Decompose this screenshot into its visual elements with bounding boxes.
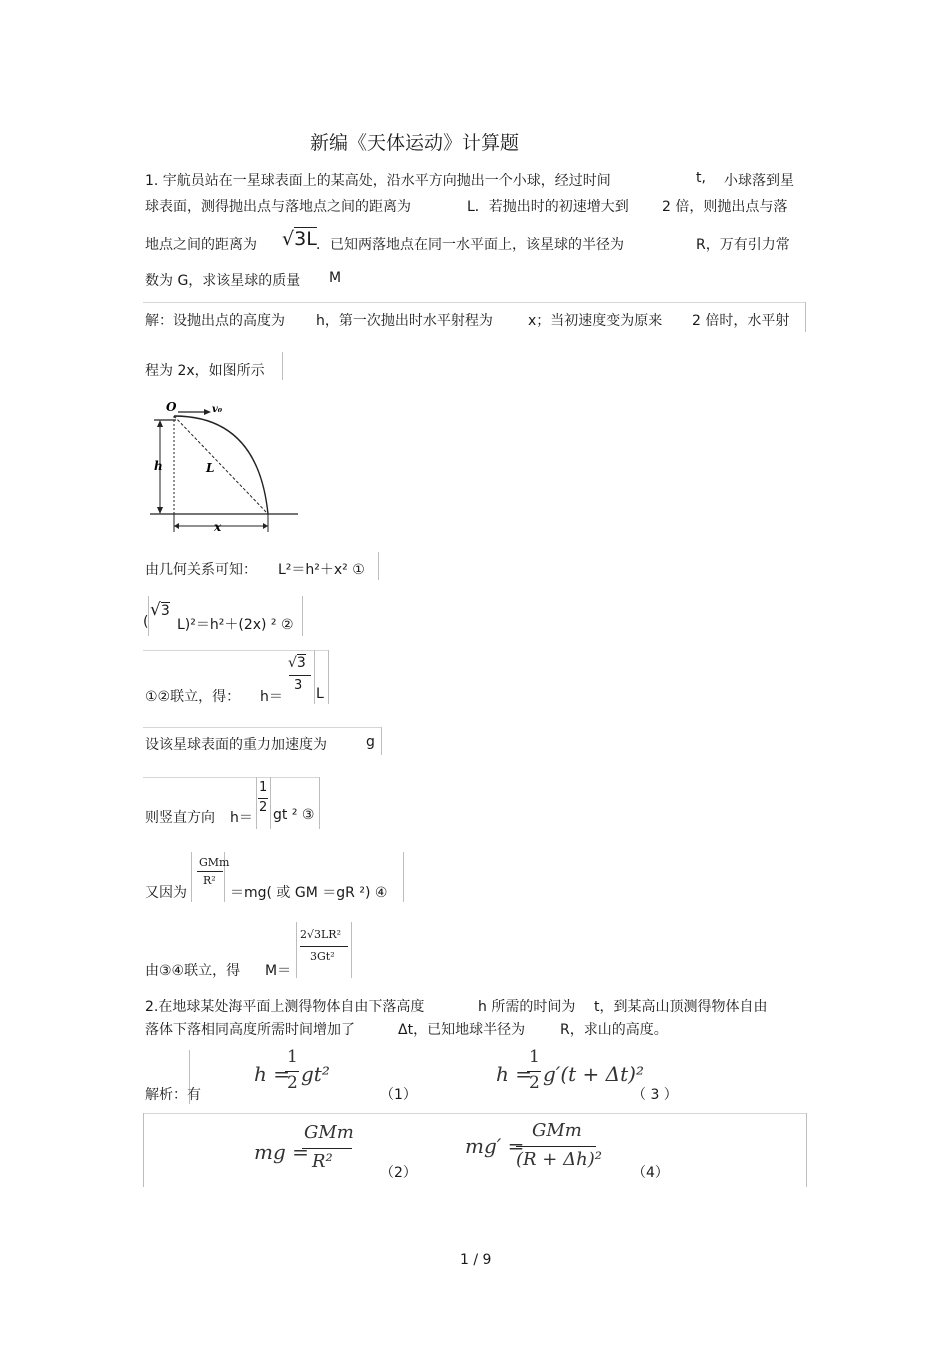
divider xyxy=(282,352,283,380)
formula-4-numerator: GMm xyxy=(532,1120,582,1141)
q1-line3-rest: ．已知两落地点在同一水平面上，该星球的半径为 xyxy=(316,237,624,253)
sol2-label: 解析：有 xyxy=(145,1087,201,1103)
divider xyxy=(270,777,271,829)
eq6-rest: ＝mg( 或 GM ＝gR ²) ④ xyxy=(230,885,388,901)
x-arrow-left xyxy=(174,523,179,529)
formula-4-denominator: (R + Δh)² xyxy=(516,1149,602,1170)
eq3-label: ①②联立，得： xyxy=(145,689,241,705)
eq2-root: √3 xyxy=(150,600,170,620)
formula-1-rhs: gt² xyxy=(301,1062,330,1086)
q1-line1-end: 小球落到星 xyxy=(724,173,794,189)
formula-1-numerator: 1 xyxy=(287,1047,298,1067)
divider xyxy=(143,1113,144,1187)
q2-line1-h: h 所需的时间为 xyxy=(478,999,576,1015)
formula-3-denominator: 2 xyxy=(529,1073,540,1093)
fraction-bar xyxy=(527,1071,541,1072)
divider xyxy=(143,302,805,303)
eq5-rest: gt ² ③ xyxy=(273,807,315,823)
divider xyxy=(256,777,257,829)
formula-2-numerator: GMm xyxy=(304,1122,354,1143)
sqrt-symbol: √ xyxy=(288,655,297,671)
divider xyxy=(328,650,329,704)
label-O: O xyxy=(166,400,177,414)
fraction-bar xyxy=(258,798,268,799)
divider xyxy=(314,650,315,704)
eq3-h: h＝ xyxy=(260,689,283,705)
eq6-label: 又因为 xyxy=(145,885,187,901)
sqrt-symbol: √ xyxy=(282,228,295,250)
fraction-bar xyxy=(300,946,348,947)
label-h: h xyxy=(154,459,163,473)
divider xyxy=(351,922,352,978)
h-arrow-head-bottom xyxy=(157,507,163,514)
q2-line2-R: R，求山的高度。 xyxy=(560,1022,668,1038)
eq1-label: 由几何关系可知： xyxy=(145,562,257,578)
eq6-numerator: GMm xyxy=(199,856,230,869)
eq3-numerator: √3 xyxy=(288,655,306,671)
formula-1-denominator: 2 xyxy=(287,1073,298,1093)
divider xyxy=(403,852,404,902)
eq5-numerator: 1 xyxy=(259,780,268,795)
fraction-bar xyxy=(302,1148,352,1149)
formula-4-tag: （4） xyxy=(632,1165,669,1181)
formula-1-lhs: h = xyxy=(254,1062,290,1086)
eq7-denominator: 3Gt² xyxy=(310,950,335,963)
divider xyxy=(296,922,297,978)
divider xyxy=(805,302,806,332)
q1-line3-R: R，万有引力常 xyxy=(696,237,790,253)
q1-line4: 数为 G，求该星球的质量 xyxy=(145,273,301,289)
divider xyxy=(378,552,379,580)
sol1-line2: 程为 2x，如图所示 xyxy=(145,363,265,379)
v0-arrow-head xyxy=(204,409,211,415)
divider xyxy=(319,777,320,829)
q2-line2-dt: Δt，已知地球半径为 xyxy=(398,1022,526,1038)
formula-3-numerator: 1 xyxy=(529,1047,540,1067)
divider xyxy=(143,1113,806,1114)
q1-line4-M: M xyxy=(329,270,342,286)
q2-line2a: 落体下落相同高度所需时间增加了 xyxy=(145,1022,355,1038)
q1-line2-2: 2 倍，则抛出点与落 xyxy=(662,199,788,215)
q1-line1: 1. 宇航员站在一星球表面上的某高处，沿水平方向抛出一个小球，经过时间 xyxy=(145,173,611,189)
x-arrow-right xyxy=(263,523,268,529)
label-L: L xyxy=(206,461,215,475)
formula-3-tag: （ 3 ） xyxy=(632,1087,678,1103)
q2-line1a: 2.在地球某处海平面上测得物体自由下落高度 xyxy=(145,999,425,1015)
eq3-L: L xyxy=(316,686,324,702)
eq5-h: h＝ xyxy=(230,810,253,826)
eq5-denominator: 2 xyxy=(259,800,268,815)
eq7-M: M＝ xyxy=(265,963,292,979)
eq2-rest: L)²＝h²＋(2x) ² ② xyxy=(177,617,294,633)
q1-line2-L: L．若抛出时的初速增大到 xyxy=(467,199,629,215)
eq6-denominator: R² xyxy=(203,874,216,887)
fraction-bar xyxy=(197,871,223,872)
fraction-bar xyxy=(289,675,311,676)
page-number: 1 / 9 xyxy=(460,1252,492,1268)
eq5-label: 则竖直方向 xyxy=(145,810,215,826)
displacement-line xyxy=(174,416,268,514)
sqrt-symbol: √ xyxy=(150,600,161,620)
divider xyxy=(302,596,303,636)
page-title: 新编《天体运动》计算题 xyxy=(310,132,520,154)
divider xyxy=(143,727,381,728)
q1-line3: 地点之间的距离为 xyxy=(145,237,257,253)
eq3-denominator: 3 xyxy=(294,678,303,693)
divider xyxy=(143,650,328,651)
divider xyxy=(143,777,319,778)
divider xyxy=(806,1113,807,1187)
sol1-line1d: 2 倍时，水平射 xyxy=(692,313,790,329)
formula-2-lhs: mg = xyxy=(254,1140,309,1164)
sol1-line1c: x；当初速度变为原来 xyxy=(528,313,663,329)
eq7-label: 由③④联立，得 xyxy=(145,963,241,979)
eq4-g: g xyxy=(366,734,375,750)
eq1: L²＝h²＋x² ① xyxy=(278,562,365,578)
sol1-line1a: 解：设抛出点的高度为 xyxy=(145,313,285,329)
label-x: x xyxy=(214,520,222,534)
eq2-open: ( xyxy=(143,614,149,630)
h-arrow-head-top xyxy=(157,420,163,427)
divider xyxy=(191,852,192,902)
formula-2-denominator: R² xyxy=(312,1151,333,1172)
formula-2-tag: （2） xyxy=(380,1165,417,1181)
divider xyxy=(381,727,382,755)
eq4: 设该星球表面的重力加速度为 xyxy=(145,737,327,753)
q1-line3-root: √3L xyxy=(282,228,317,250)
formula-4-lhs: mg′ = xyxy=(465,1134,525,1158)
fraction-bar xyxy=(285,1071,299,1072)
fraction-bar xyxy=(516,1146,596,1147)
q1-line1-t: t, xyxy=(696,170,706,186)
formula-3-lhs: h = xyxy=(496,1062,532,1086)
trajectory-figure xyxy=(148,396,308,536)
formula-3-rhs: g′(t + Δt)² xyxy=(543,1062,644,1086)
formula-1-tag: （1） xyxy=(380,1087,417,1103)
q1-line2: 球表面，测得抛出点与落地点之间的距离为 xyxy=(145,199,411,215)
q2-line1-t: t，到某高山顶测得物体自由 xyxy=(594,999,768,1015)
eq7-numerator: 2√3LR² xyxy=(300,928,342,941)
sol1-line1b: h，第一次抛出时水平射程为 xyxy=(316,313,493,329)
label-v0: v₀ xyxy=(212,404,223,415)
